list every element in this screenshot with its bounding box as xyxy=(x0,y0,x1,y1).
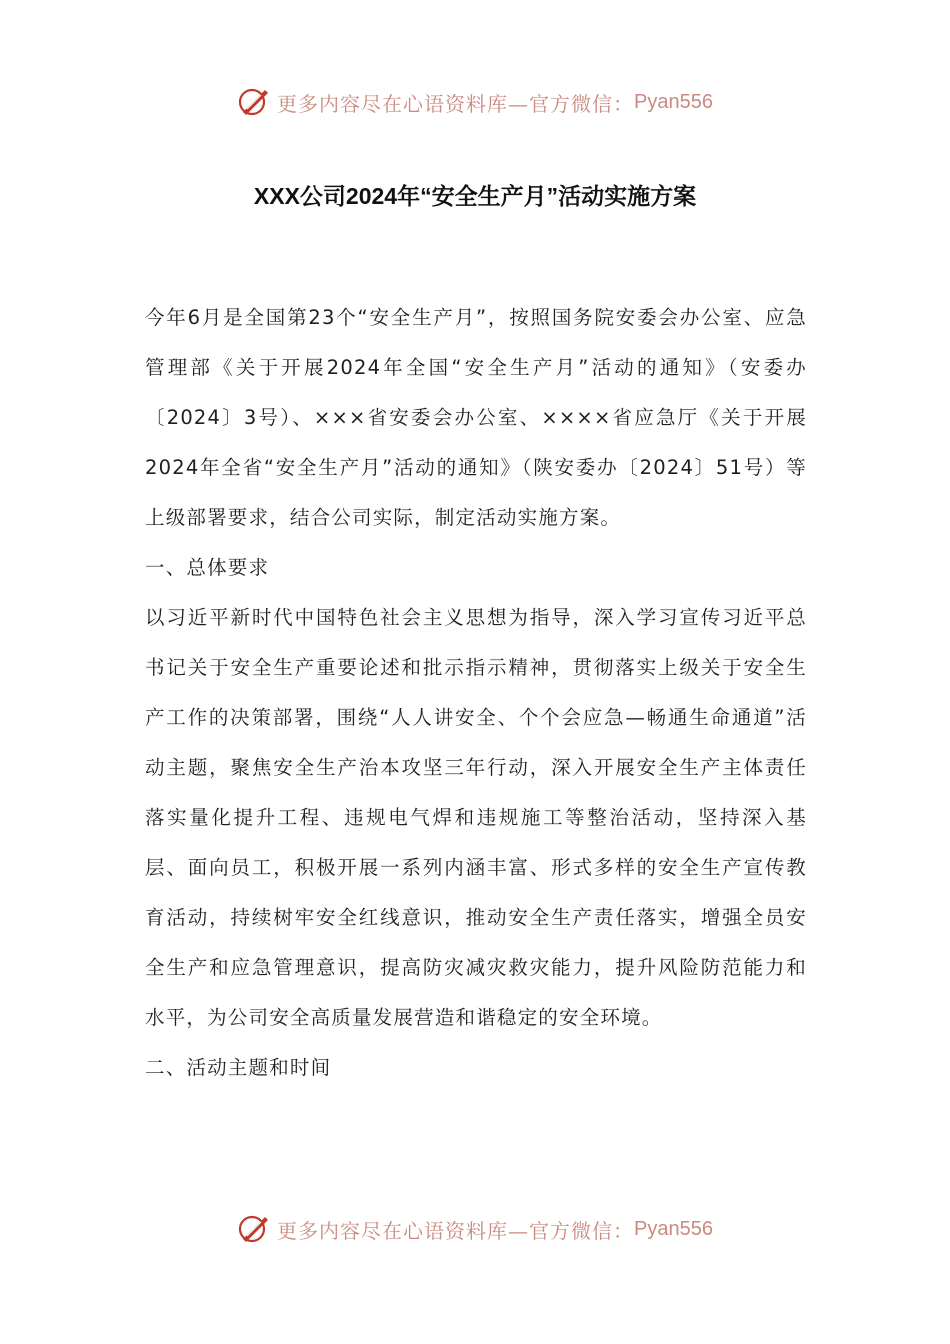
section-heading-general-requirements: 一、总体要求 xyxy=(145,556,270,579)
watermark-text: 更多内容尽在心语资料库—官方微信： xyxy=(277,1218,635,1243)
quill-logo-icon xyxy=(237,85,271,119)
watermark-footer xyxy=(0,1209,950,1249)
intro-paragraph: 今年6月是全国第23个“安全生产月”，按照国务院安委会办公室、应急管理部《关于开展2024年全国“安全生产月”活动的通知》（安委办〔2024〕3号）、×××省安委会办公室、××××省应急厅《关于开展2024年全省“安全生产月”活动的通知》（陕安委办〔2024〕51号）等上级部署要求，结合公司实际，制定活动实施方案。 xyxy=(145,306,807,529)
section-heading-theme-and-time: 二、活动主题和时间 xyxy=(145,1056,332,1079)
watermark-wechat-id: Pyan556 xyxy=(634,90,713,113)
watermark-text: 更多内容尽在心语资料库—官方微信： xyxy=(277,91,635,116)
quill-logo-icon xyxy=(237,1212,271,1246)
watermark-wechat-id: Pyan556 xyxy=(634,1217,713,1240)
document-title: XXX公司2024年“安全生产月”活动实施方案 xyxy=(253,183,697,209)
document-body xyxy=(145,293,807,1093)
general-requirements-paragraph: 以习近平新时代中国特色社会主义思想为指导，深入学习宣传习近平总书记关于安全生产重要论述和批示指示精神，贯彻落实上级关于安全生产工作的决策部署，围绕“人人讲安全、个个会应急—畅通生命通道”活动主题，聚焦安全生产治本攻坚三年行动，深入开展安全生产主体责任落实量化提升工程、违规电气焊和违规施工等整治活动，坚持深入基层、面向员工，积极开展一系列内涵丰富、形式多样的安全生产宣传教育活动，持续树牢安全红线意识，推动安全生产责任落实，增强全员安全生产和应急管理意识，提高防灾减灾救灾能力，提升风险防范能力和水平，为公司安全高质量发展营造和谐稳定的安全环境。 xyxy=(145,606,807,1029)
watermark-header xyxy=(0,82,950,122)
